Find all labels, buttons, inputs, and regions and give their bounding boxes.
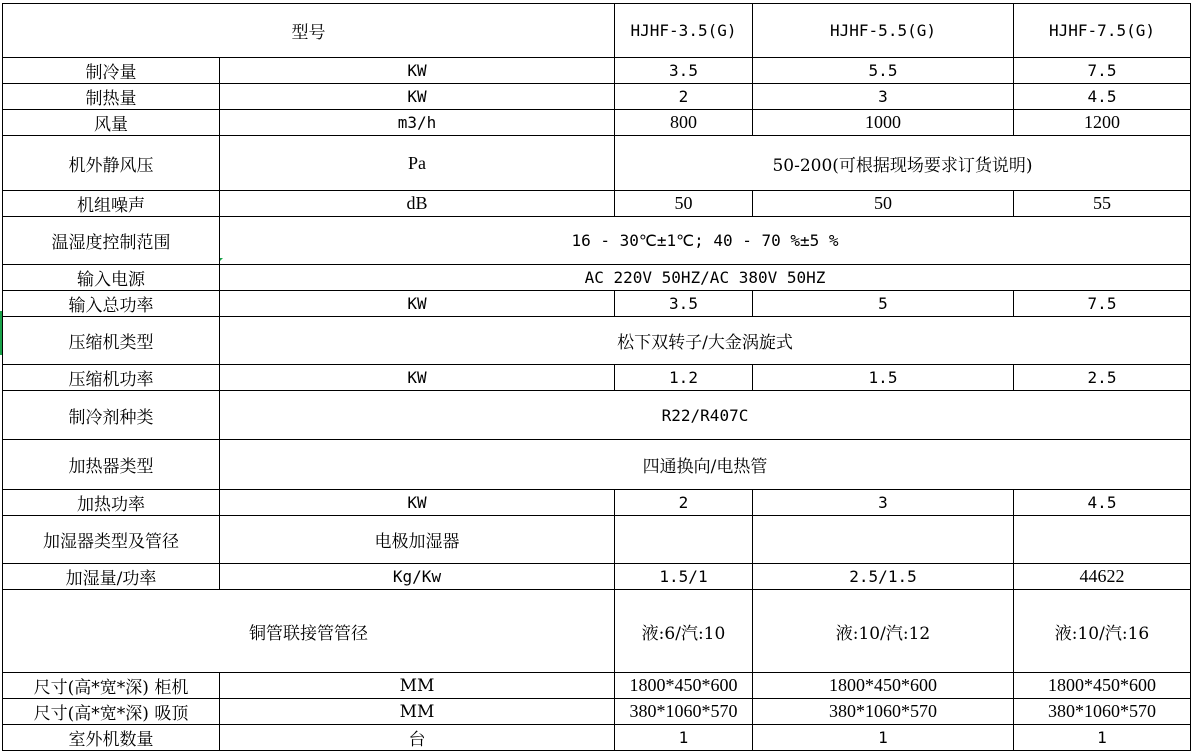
value-cell: 44622 <box>1014 564 1191 590</box>
value-cell: 1 <box>1014 725 1191 751</box>
unit-cell: KW <box>220 58 615 84</box>
merged-value-cell: 松下双转子/大金涡旋式 <box>220 317 1191 365</box>
value-cell <box>753 516 1014 564</box>
value-cell: 1.5/1 <box>615 564 753 590</box>
unit-cell: 电极加湿器 <box>220 516 615 564</box>
table-row <box>3 191 1191 217</box>
unit-cell: m3/h <box>220 110 615 136</box>
row-label: 加湿量/功率 <box>3 564 220 590</box>
value-cell: 1 <box>753 725 1014 751</box>
table-row <box>3 564 1191 590</box>
value-cell: 4.5 <box>1014 490 1191 516</box>
merged-value-cell: 16 - 30℃±1℃; 40 - 70 %±5 % <box>220 217 1191 265</box>
table-row <box>3 291 1191 317</box>
value-cell: 380*1060*570 <box>753 699 1014 725</box>
row-label: 尺寸(高*宽*深) 吸顶 <box>3 699 220 725</box>
row-label: 风量 <box>3 110 220 136</box>
value-cell: 50 <box>753 191 1014 217</box>
model-cell: HJHF-7.5(G) <box>1014 4 1191 58</box>
unit-cell: MM <box>220 699 615 725</box>
merged-value-cell: R22/R407C <box>220 391 1191 440</box>
merged-value-cell: 50-200(可根据现场要求订货说明) <box>615 136 1191 191</box>
value-cell: 1.5 <box>753 365 1014 391</box>
value-cell <box>1014 516 1191 564</box>
row-label: 温湿度控制范围 <box>3 217 220 265</box>
value-cell: 液:10/汽:16 <box>1014 590 1191 673</box>
table-row <box>3 84 1191 110</box>
unit-cell: KW <box>220 365 615 391</box>
table-row <box>3 365 1191 391</box>
value-cell: 3.5 <box>615 291 753 317</box>
unit-cell: Kg/Kw <box>220 564 615 590</box>
value-cell: 5.5 <box>753 58 1014 84</box>
row-label: 压缩机类型 <box>3 317 220 365</box>
value-cell: 7.5 <box>1014 291 1191 317</box>
row-label: 铜管联接管管径 <box>3 590 615 673</box>
unit-cell: KW <box>220 291 615 317</box>
table-row <box>3 217 1191 265</box>
value-cell: 1800*450*600 <box>1014 673 1191 699</box>
table-row <box>3 391 1191 440</box>
value-cell: 4.5 <box>1014 84 1191 110</box>
table-row <box>3 725 1191 751</box>
row-label: 压缩机功率 <box>3 365 220 391</box>
value-cell: 800 <box>615 110 753 136</box>
table-row <box>3 58 1191 84</box>
unit-cell: dB <box>220 191 615 217</box>
unit-cell: KW <box>220 84 615 110</box>
value-cell <box>615 516 753 564</box>
table-row <box>3 110 1191 136</box>
row-label: 制热量 <box>3 84 220 110</box>
value-cell: 液:6/汽:10 <box>615 590 753 673</box>
value-cell: 380*1060*570 <box>615 699 753 725</box>
table-row-header <box>3 4 1191 58</box>
value-cell: 1200 <box>1014 110 1191 136</box>
value-cell: 55 <box>1014 191 1191 217</box>
value-cell: 380*1060*570 <box>1014 699 1191 725</box>
row-label: 加湿器类型及管径 <box>3 516 220 564</box>
row-label: 制冷剂种类 <box>3 391 220 440</box>
table-row <box>3 590 1191 673</box>
table-row <box>3 440 1191 490</box>
value-cell: 2 <box>615 490 753 516</box>
row-label: 机外静风压 <box>3 136 220 191</box>
model-label-cell: 型号 <box>3 4 615 58</box>
row-label: 尺寸(高*宽*深) 柜机 <box>3 673 220 699</box>
row-label: 加热功率 <box>3 490 220 516</box>
model-cell: HJHF-3.5(G) <box>615 4 753 58</box>
unit-cell: 台 <box>220 725 615 751</box>
row-label: 输入电源 <box>3 265 220 291</box>
value-cell: 3 <box>753 84 1014 110</box>
merged-value-cell: AC 220V 50HZ/AC 380V 50HZ <box>220 265 1191 291</box>
row-label: 输入总功率 <box>3 291 220 317</box>
value-cell: 液:10/汽:12 <box>753 590 1014 673</box>
value-cell: 2 <box>615 84 753 110</box>
value-cell: 1800*450*600 <box>753 673 1014 699</box>
table-row <box>3 516 1191 564</box>
row-label: 机组噪声 <box>3 191 220 217</box>
value-cell: 3.5 <box>615 58 753 84</box>
model-cell: HJHF-5.5(G) <box>753 4 1014 58</box>
value-cell: 5 <box>753 291 1014 317</box>
value-cell: 1 <box>615 725 753 751</box>
row-label: 室外机数量 <box>3 725 220 751</box>
table-row <box>3 136 1191 191</box>
value-cell: 1000 <box>753 110 1014 136</box>
value-cell: 2.5/1.5 <box>753 564 1014 590</box>
value-cell: 1.2 <box>615 365 753 391</box>
row-label: 加热器类型 <box>3 440 220 490</box>
unit-cell: KW <box>220 490 615 516</box>
value-cell: 2.5 <box>1014 365 1191 391</box>
unit-cell: MM <box>220 673 615 699</box>
spec-table <box>2 3 1191 751</box>
table-row <box>3 317 1191 365</box>
table-row <box>3 490 1191 516</box>
value-cell: 50 <box>615 191 753 217</box>
table-row <box>3 265 1191 291</box>
value-cell: 7.5 <box>1014 58 1191 84</box>
value-cell: 1800*450*600 <box>615 673 753 699</box>
table-row <box>3 699 1191 725</box>
row-label: 制冷量 <box>3 58 220 84</box>
table-row <box>3 673 1191 699</box>
value-cell: 3 <box>753 490 1014 516</box>
unit-cell: Pa <box>220 136 615 191</box>
merged-value-cell: 四通换向/电热管 <box>220 440 1191 490</box>
